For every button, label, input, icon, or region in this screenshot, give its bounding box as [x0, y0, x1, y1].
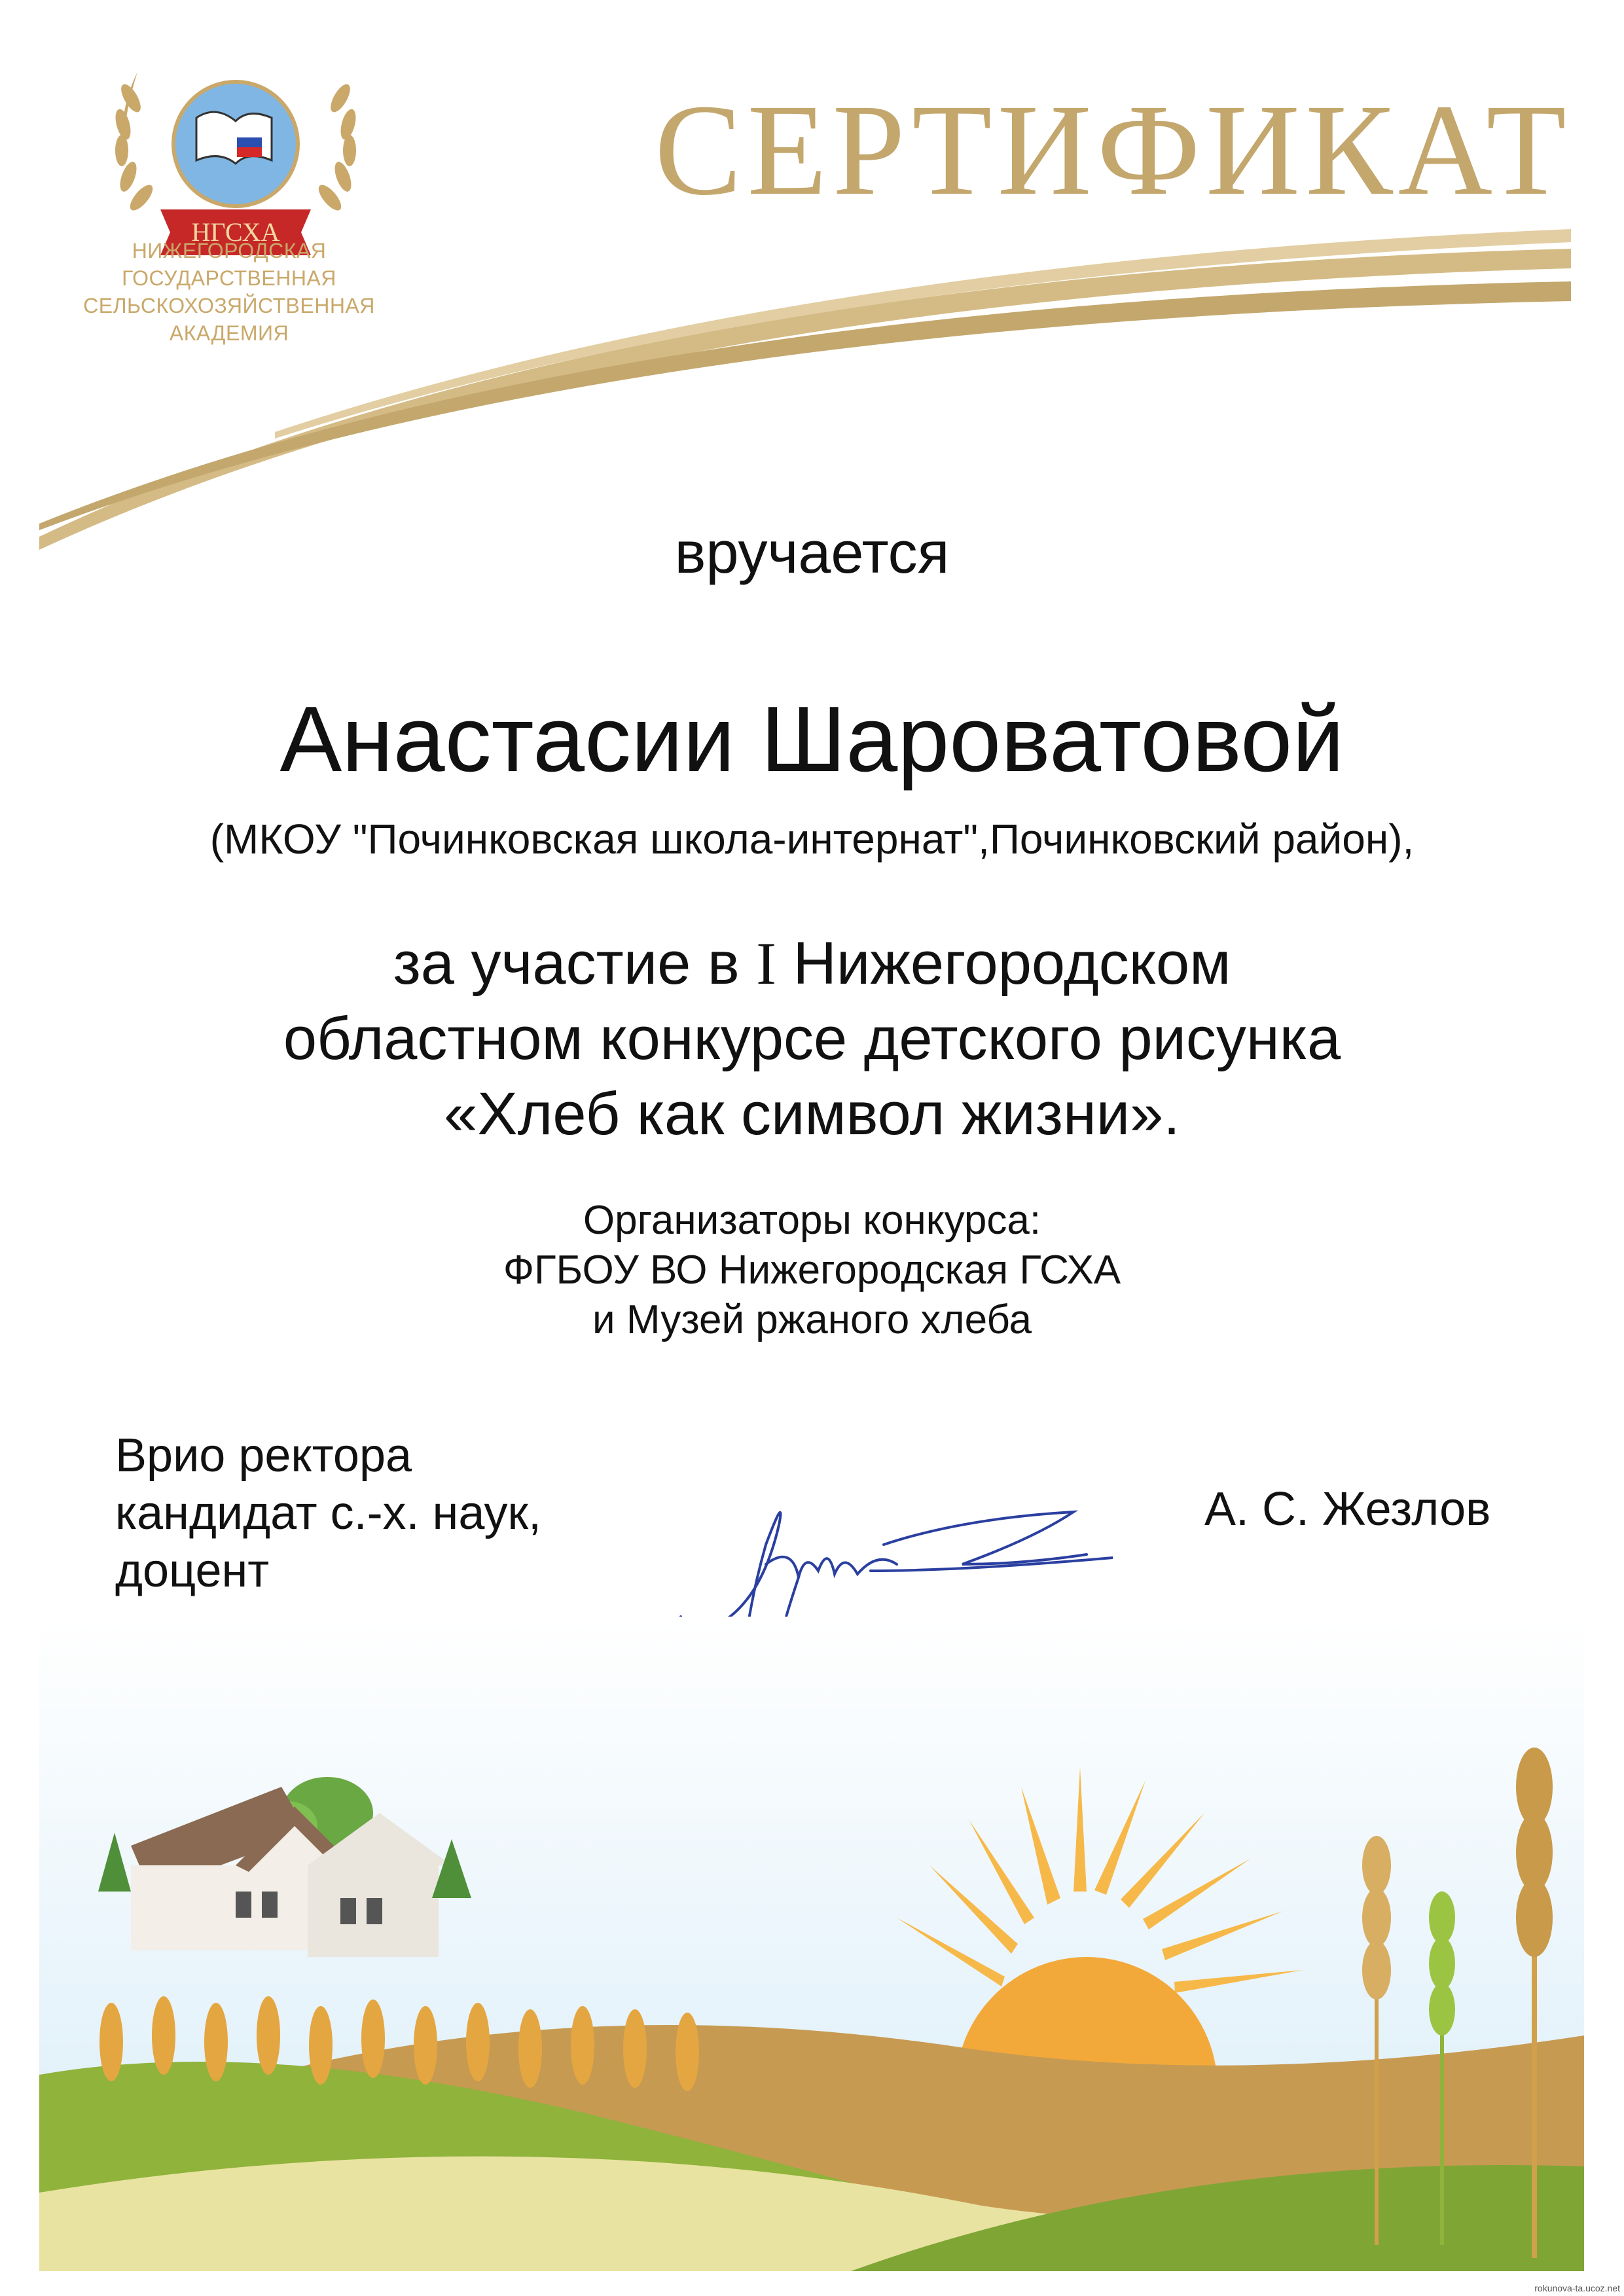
recipient-name: Анастасии Шароватовой [280, 687, 1344, 791]
award-line-3: «Хлеб как символ жизни». [444, 1081, 1180, 1147]
signer-position-2: кандидат с.-х. наук, [115, 1487, 542, 1539]
logo-text-line-2: ГОСУДАРСТВЕННАЯ [122, 266, 336, 290]
certificate-title: СЕРТИФИКАТ [655, 78, 1572, 223]
signer-name: А. С. Жезлов [1204, 1483, 1491, 1535]
organizer-1: ФГБОУ ВО Нижегородская ГСХА [503, 1247, 1121, 1293]
award-line-1: за участие в I Нижегородском [393, 930, 1231, 997]
signer-position-3: доцент [115, 1545, 270, 1597]
decorative-swoosh [0, 223, 1624, 563]
logo-text-line-4: АКАДЕМИЯ [169, 321, 289, 345]
logo-text-line-3: СЕЛЬСКОХОЗЯЙСТВЕННАЯ [83, 294, 375, 317]
recipient-school: (МКОУ "Починковская школа-интернат",Починковский район), [209, 816, 1415, 863]
organizer-2: и Музей ржаного хлеба [592, 1297, 1032, 1342]
award-line-2: областном конкурсе детского рисунка [283, 1005, 1341, 1072]
presented-text: вручается [674, 520, 950, 586]
signer-position-1: Врио ректора [115, 1429, 412, 1482]
svg-text:НГСХА: НГСХА [191, 217, 280, 247]
organizers-heading: Организаторы конкурса: [583, 1198, 1041, 1243]
logo-text-line-1: НИЖЕГОРОДСКАЯ [132, 239, 327, 262]
watermark-text: rokunova-ta.ucoz.net [1534, 2283, 1620, 2293]
landscape-illustration [0, 1617, 1624, 2296]
